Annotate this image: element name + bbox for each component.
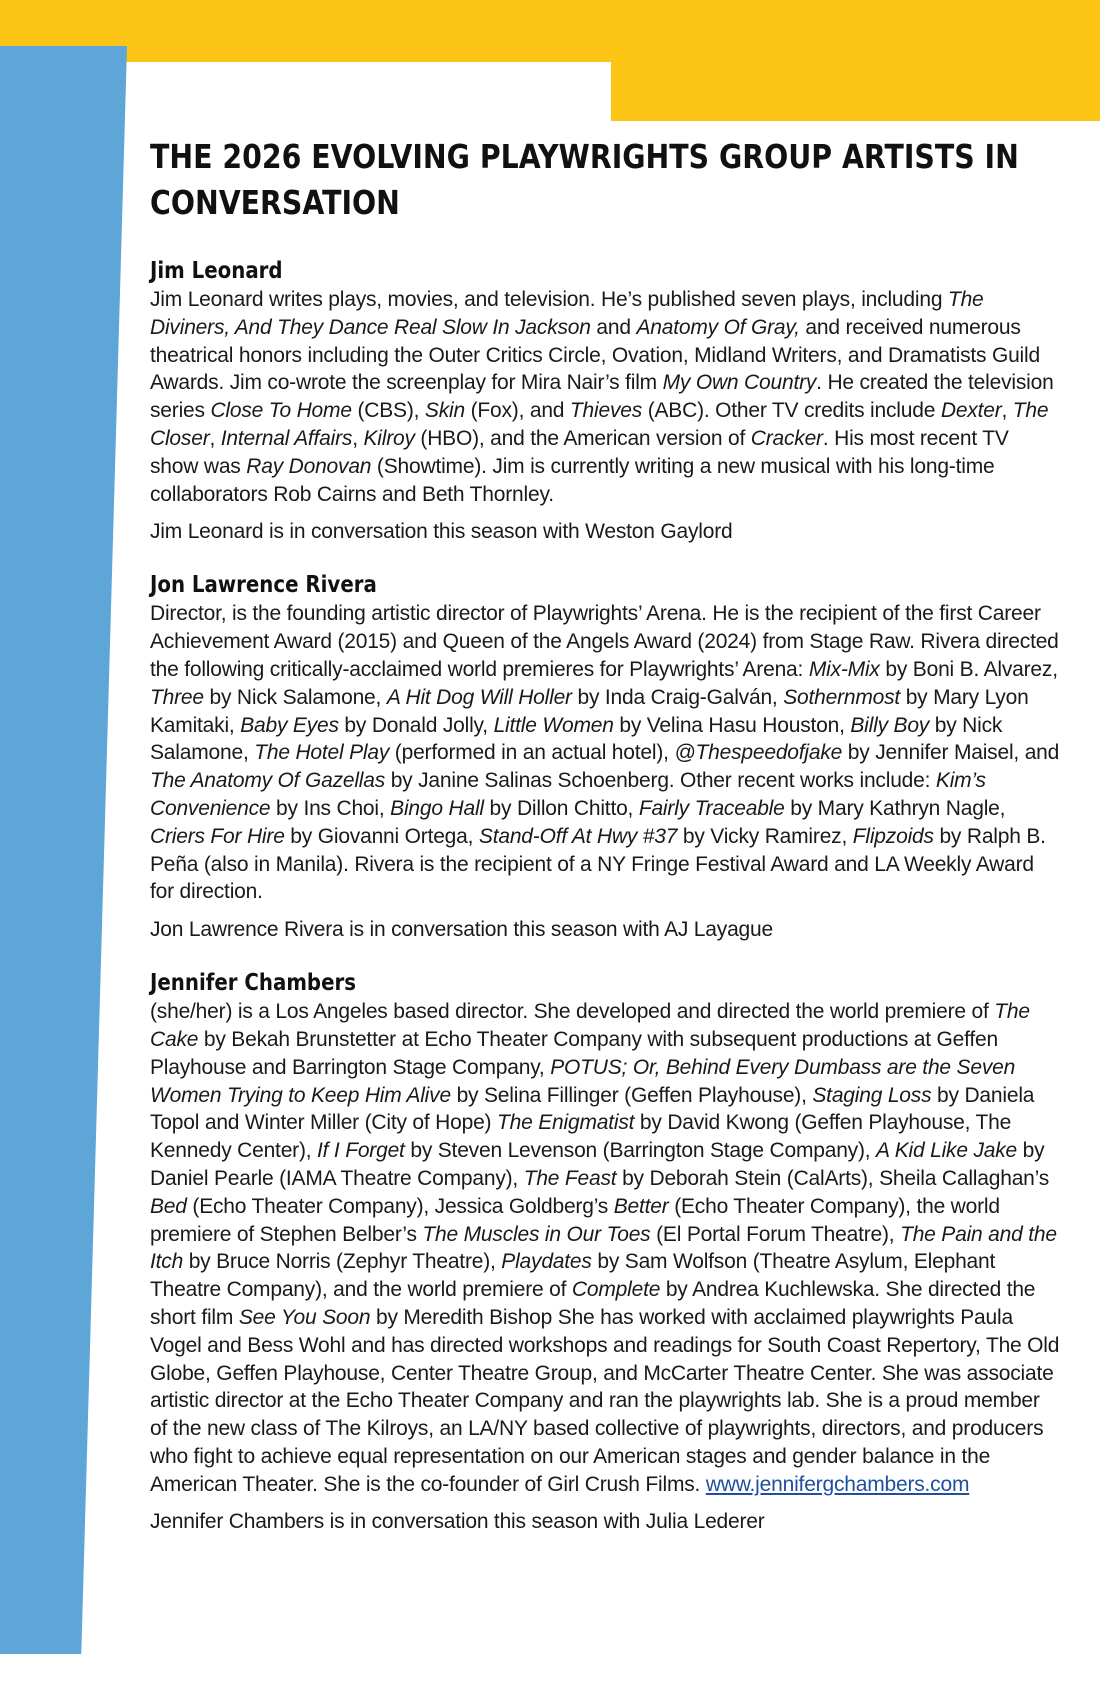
work-title: Kilroy xyxy=(363,426,415,450)
work-title: The Enigmatist xyxy=(497,1111,635,1135)
bio-text-segment: by Vicky Ramirez, xyxy=(677,824,853,848)
bio-text-segment: by Deborah Stein (CalArts), Sheila Callaghan’s xyxy=(616,1166,1050,1190)
work-title: The Muscles in Our Toes xyxy=(422,1222,651,1246)
bio-text-segment: , xyxy=(209,426,221,450)
work-title: Complete xyxy=(571,1278,661,1302)
bio-conversation: Jon Lawrence Rivera is in conversation this season with AJ Layague xyxy=(150,918,773,942)
bio-text-segment: (Echo Theater Company), the world premiere of Stephen Belber’s xyxy=(150,1194,1000,1246)
work-title: Playdates xyxy=(501,1250,592,1274)
bio-text-segment: by Velina Hasu Houston, xyxy=(613,713,851,737)
bio-text-segment: by Andrea Kuchlewska. She directed the short film xyxy=(150,1278,1036,1329)
bio-paragraph xyxy=(150,998,1062,1498)
bio-text-segment: and received numerous theatrical honors including the Outer Critics Circle, Ovation, Midland Writers, and Dramatists Guild Awards. Jim co-wrote the screenplay for Mira Nair’s film xyxy=(150,315,1040,395)
bio-paragraph xyxy=(150,286,1062,508)
bio-text-segment: by Ins Choi, xyxy=(270,796,391,820)
work-title: A Hit Dog Will Holler xyxy=(386,685,572,709)
bio-conversation: Jim Leonard is in conversation this season with Weston Gaylord xyxy=(150,520,733,544)
bio-text-segment: by Giovanni Ortega, xyxy=(284,824,479,848)
bio-text-segment: (HBO), and the American version of xyxy=(414,426,751,450)
bio-text-segment: by Dillon Chitto, xyxy=(483,796,639,820)
work-title: Baby Eyes xyxy=(240,713,339,737)
work-title: Criers For Hire xyxy=(150,824,285,848)
work-title: The Diviners, And They Dance Real Slow In Jackson xyxy=(150,288,984,339)
bio-text-segment: by Bruce Norris (Zephyr Theatre), xyxy=(183,1250,502,1274)
work-title: Better xyxy=(613,1194,669,1218)
work-title: Flipzoids xyxy=(852,824,934,848)
work-title: Mix-Mix xyxy=(808,657,880,681)
work-title: If I Forget xyxy=(317,1139,405,1163)
bio-text-segment: by Donald Jolly, xyxy=(338,713,494,737)
work-title: Cracker xyxy=(750,426,823,450)
main-content xyxy=(150,134,1062,1560)
bio-text-segment: by Bekah Brunstetter at Echo Theater Company with subsequent productions at Geffen Playhouse and Barrington Stage Company, xyxy=(150,1027,999,1079)
bio-jim-leonard xyxy=(150,256,1062,546)
work-title: Bed xyxy=(150,1194,187,1218)
bio-text-segment: , xyxy=(352,426,364,450)
bio-text-segment: Director, is the founding artistic director of Playwrights’ Arena. He is the recipient of the first Career Achievement Award (2015) and Queen of the Angels Award (2024) from Stage Raw. Rivera directed the following critically-acclaimed world premieres for Playwrights’ Arena: xyxy=(150,602,1059,681)
work-title: A Kid Like Jake xyxy=(876,1139,1018,1163)
bio-name: Jon Lawrence Rivera xyxy=(150,572,377,599)
bio-text-segment: (performed in an actual hotel), xyxy=(389,741,675,765)
bio-text-segment: (Showtime). Jim is currently writing a new musical with his long-time collaborators Rob Cairns and Beth Thornley. xyxy=(150,454,995,506)
bio-text-segment: by Janine Salinas Schoenberg. Other recent works include: xyxy=(385,769,936,793)
banner-notch xyxy=(123,62,611,124)
bio-text-segment: by Mary Lyon Kamitaki, xyxy=(150,685,1029,737)
bio-text-segment: , xyxy=(1001,399,1013,423)
work-title: The Feast xyxy=(523,1166,617,1190)
work-title: Staging Loss xyxy=(812,1083,932,1107)
work-title: Sothernmost xyxy=(783,685,901,709)
work-title: Stand-Off At Hwy #37 xyxy=(478,824,678,848)
bio-text-segment: by Jennifer Maisel, and xyxy=(842,741,1060,765)
work-title: Thieves xyxy=(569,399,643,423)
work-title: Fairly Traceable xyxy=(638,796,785,820)
work-title: Dexter xyxy=(940,399,1002,423)
work-title: Anatomy Of Gray, xyxy=(636,315,800,339)
bio-name: Jim Leonard xyxy=(150,258,283,284)
page-title: THE 2026 EVOLVING PLAYWRIGHTS GROUP ARTISTS IN CONVERSATION xyxy=(150,137,1019,222)
bio-text-segment: by Daniela Topol and Winter Miller (City of Hope) xyxy=(150,1083,1035,1135)
work-title: The Closer xyxy=(150,399,1049,450)
work-title: @Thespeedofjake xyxy=(674,741,843,765)
bio-text-segment: by Nick Salamone, xyxy=(150,713,1003,765)
blue-side-band xyxy=(0,46,127,1654)
bio-name: Jennifer Chambers xyxy=(150,970,357,997)
website-link[interactable]: www.jennifergchambers.com xyxy=(705,1472,970,1496)
bio-text-segment: and xyxy=(590,315,637,339)
bio-text-segment: (Fox), and xyxy=(464,399,570,423)
bio-text-segment: (El Portal Forum Theatre), xyxy=(650,1222,901,1246)
work-title: POTUS; Or, Behind Every Dumbass are the Seven Women Trying to Keep Him Alive xyxy=(150,1055,1016,1107)
work-title: Ray Donovan xyxy=(246,454,372,478)
bio-jennifer-chambers xyxy=(150,968,1062,1536)
bio-jon-lawrence-rivera xyxy=(150,570,1062,944)
work-title: Close To Home xyxy=(210,399,352,423)
bio-text-segment: by Inda Craig-Galván, xyxy=(571,685,784,709)
bio-text-segment: by Steven Levenson (Barrington Stage Company), xyxy=(404,1139,877,1163)
work-title: See You Soon xyxy=(238,1305,371,1329)
bio-text-segment: by Selina Fillinger (Geffen Playhouse), xyxy=(450,1083,813,1107)
work-title: The Pain and the Itch xyxy=(150,1222,1057,1274)
bio-conversation: Jennifer Chambers is in conversation this season with Julia Lederer xyxy=(150,1510,765,1534)
bio-paragraph xyxy=(150,600,1062,906)
work-title: Internal Affairs xyxy=(220,426,353,450)
work-title: Kim’s Convenience xyxy=(150,769,986,820)
bio-text-segment: by David Kwong (Geffen Playhouse, The Kennedy Center), xyxy=(150,1111,1012,1163)
bio-text-segment: . His most recent TV show was xyxy=(150,426,1009,478)
bio-text-segment: by Mary Kathryn Nagle, xyxy=(784,796,1006,820)
bio-text-segment: by Daniel Pearle (IAMA Theatre Company), xyxy=(150,1139,1045,1190)
work-title: Little Women xyxy=(493,713,614,737)
work-title: My Own Country xyxy=(662,371,817,395)
work-title: The Hotel Play xyxy=(254,741,390,765)
work-title: Skin xyxy=(424,399,465,423)
work-title: The Cake xyxy=(150,1000,1030,1051)
bio-text-segment: (Echo Theater Company), Jessica Goldberg’s xyxy=(186,1194,614,1218)
bio-text-segment: by Boni B. Alvarez, xyxy=(879,657,1058,681)
work-title: Bingo Hall xyxy=(390,796,484,820)
bio-text-segment: (ABC). Other TV credits include xyxy=(642,399,941,423)
bio-text-segment: . He created the television series xyxy=(150,371,1054,423)
bio-text-segment: Jim Leonard writes plays, movies, and television. He’s published seven plays, including xyxy=(150,288,948,311)
bio-text-segment: by Ralph B. Peña (also in Manila). Rivera is the recipient of a NY Fringe Festival Award and LA Weekly Award for direction. xyxy=(150,824,1046,904)
bio-text-segment: (she/her) is a Los Angeles based director. She developed and directed the world premiere of xyxy=(150,1000,995,1024)
bio-text-segment: by Sam Wolfson (Theatre Asylum, Elephant Theatre Company), and the world premiere of xyxy=(150,1250,996,1302)
bio-text-segment: by Nick Salamone, xyxy=(203,685,387,709)
work-title: Three xyxy=(150,685,204,709)
bio-text-segment: (CBS), xyxy=(351,399,425,423)
work-title: Billy Boy xyxy=(850,713,930,737)
work-title: The Anatomy Of Gazellas xyxy=(150,769,386,793)
bio-text-segment: by Meredith Bishop She has worked with acclaimed playwrights Paula Vogel and Bess Wohl and has directed workshops and readings for South Coast Repertory, The Old Globe, Geffen Playhouse, Center Theatre Group, and McCarter Theatre Center. She was associate artistic director at the Echo Theater Company and ran the playwrights lab. She is a proud member of the new class of The Kilroys, an LA/NY based collective of playwrights, directors, and producers who fight to achieve equal representation on our American stages and gender balance in the American Theater. She is the co-founder of Girl Crush Films. xyxy=(150,1305,1060,1496)
